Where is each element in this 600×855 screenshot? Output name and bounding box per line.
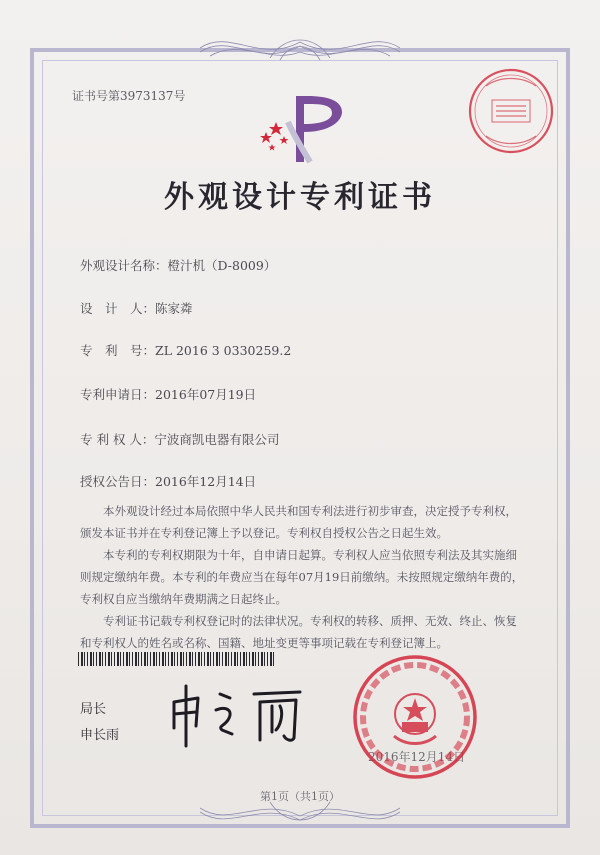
body-paragraph: 专利证书记载专利权登记时的法律状况。专利权的转移、质押、无效、终止、恢复和专利权人的姓名或名称、国籍、地址变更等事项记载在专利登记簿上。 — [80, 614, 517, 650]
field-value: ZL 2016 3 0330259.2 — [155, 343, 292, 358]
field-label: 专 利 权 人： — [80, 432, 155, 447]
patent-office-logo-icon — [258, 92, 354, 168]
field-designer — [80, 299, 193, 317]
field-label: 专 利 号： — [80, 343, 156, 358]
field-application-date — [80, 385, 256, 403]
field-label: 设 计 人： — [80, 301, 156, 316]
certificate-number: 证书号第3973137号 — [72, 89, 186, 103]
field-value: 橙汁机（D-8009） — [167, 258, 277, 273]
director-name: 申长雨 — [80, 728, 120, 743]
field-label: 外观设计名称： — [80, 258, 168, 273]
national-ip-office-seal — [350, 652, 480, 782]
tax-stamp — [466, 66, 556, 156]
field-label: 授权公告日： — [80, 474, 156, 489]
certificate-body — [80, 500, 525, 654]
field-value: 2016年12月14日 — [155, 474, 257, 489]
barcode — [78, 652, 274, 666]
field-label: 专利申请日： — [80, 387, 156, 402]
issue-date: 2016年12月14日 — [368, 750, 466, 764]
director-title: 局长 — [80, 702, 107, 717]
field-value: 2016年07月19日 — [155, 387, 257, 402]
field-value: 宁波商凯电器有限公司 — [154, 432, 280, 447]
field-value: 陈家粦 — [155, 301, 193, 316]
body-paragraph: 本专利的专利权期限为十年，自申请日起算。专利权人应当依照专利法及其实施细则规定缴纳年费。本专利的年费应当在每年07月19日前缴纳。未按照规定缴纳年费的，专利权自应当缴纳年费期满之日起终止。 — [80, 548, 524, 606]
field-patentee — [80, 430, 279, 448]
field-grant-date — [80, 472, 256, 490]
body-paragraph: 本外观设计经过本局依照中华人民共和国专利法进行初步审查，决定授予专利权，颁发本证书并在专利登记簿上予以登记。专利权自授权公告之日起生效。 — [80, 504, 517, 540]
field-design-name — [80, 256, 276, 274]
director-signature — [168, 680, 308, 750]
page-number: 第1页（共1页） — [260, 790, 340, 803]
field-patent-number — [80, 341, 291, 359]
certificate-title: 外观设计专利证书 — [164, 180, 436, 215]
guilloche-ornament-top — [200, 28, 400, 68]
